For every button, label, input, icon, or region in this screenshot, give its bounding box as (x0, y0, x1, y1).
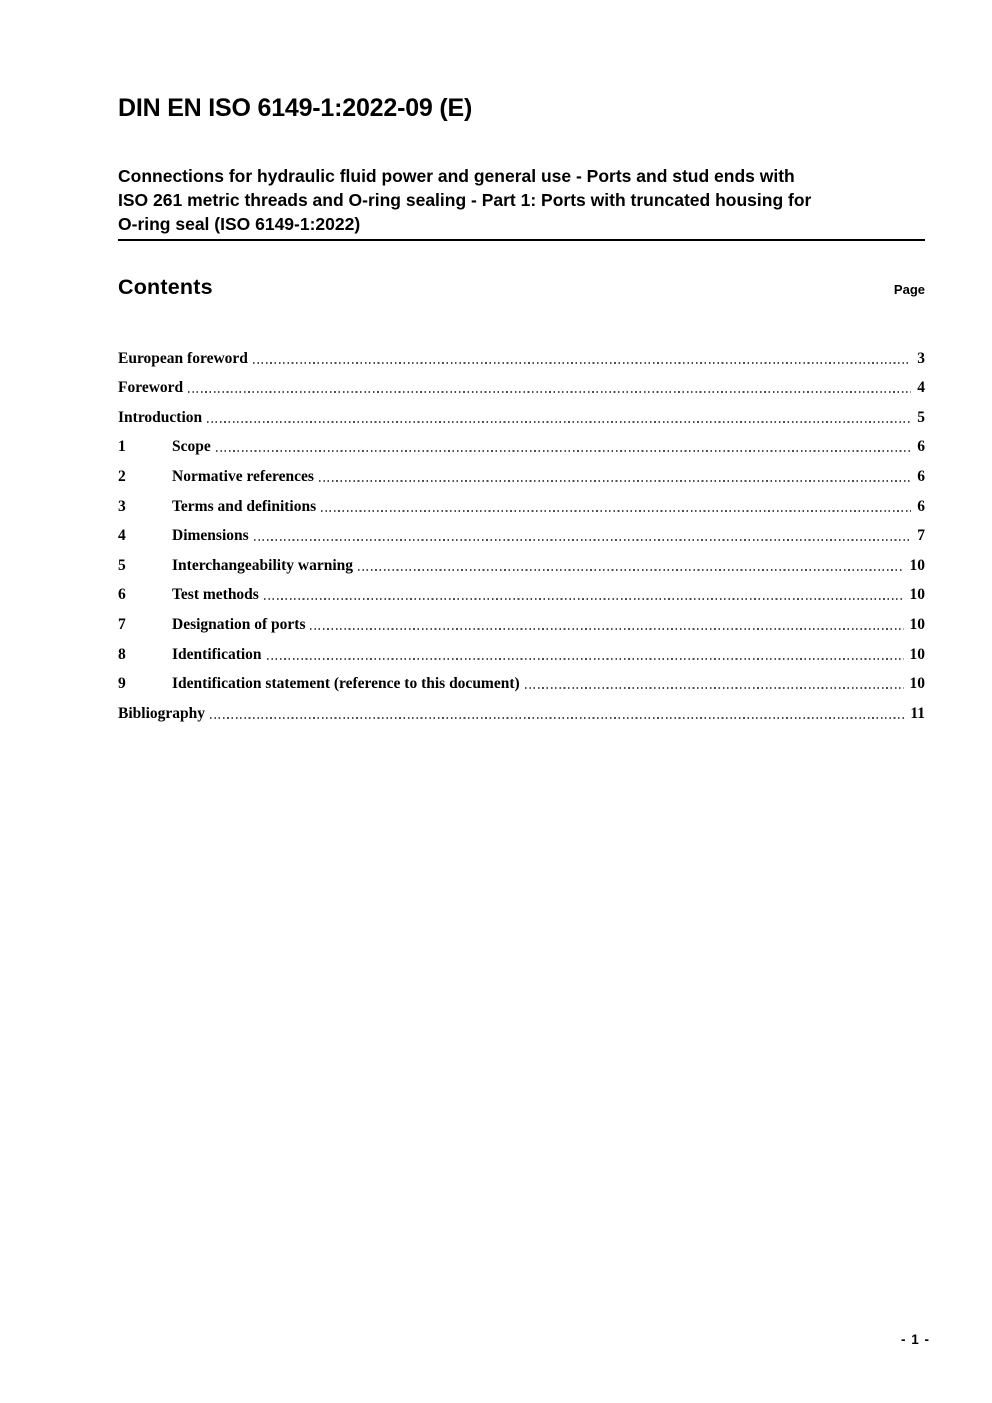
dot-leader (188, 391, 911, 393)
toc-entry[interactable] (118, 338, 925, 368)
toc-entry-page: 10 (909, 586, 925, 604)
document-title-line: ISO 261 metric threads and O-ring sealing - Part 1: Ports with truncated housing for (118, 190, 812, 210)
dot-leader (321, 510, 911, 512)
page-content (118, 0, 925, 723)
toc-entry-number: 2 (118, 467, 126, 485)
toc-entry[interactable] (118, 456, 925, 486)
dot-leader (267, 658, 904, 660)
dot-leader (207, 421, 911, 423)
toc-entry-number: 6 (118, 586, 126, 604)
toc-entry-number: 9 (118, 675, 126, 693)
dot-leader (525, 687, 904, 689)
document-code-heading: DIN EN ISO 6149-1:2022-09 (E) (118, 94, 473, 122)
toc-entry[interactable] (118, 486, 925, 516)
toc-entry[interactable] (118, 664, 925, 694)
toc-entry-page: 11 (910, 704, 925, 722)
toc-entry-page: 10 (909, 556, 925, 574)
dot-leader (210, 717, 904, 719)
toc-entry-page: 10 (909, 615, 925, 633)
toc-entry-page: 10 (909, 645, 925, 663)
toc-entry-page: 4 (917, 379, 925, 397)
toc-entry-title: Introduction (118, 408, 203, 426)
document-title (118, 164, 925, 236)
dot-leader (253, 362, 911, 364)
toc-entry-page: 5 (917, 408, 925, 426)
document-title-line: Connections for hydraulic fluid power and general use - Ports and stud ends with (118, 166, 795, 186)
dot-leader (254, 539, 912, 541)
toc-entry-title: Test methods (172, 586, 259, 604)
toc-entry[interactable] (118, 604, 925, 634)
page-column-label: Page (893, 282, 925, 297)
title-divider-rule (118, 239, 925, 241)
toc-entry-title: Foreword (118, 379, 184, 397)
toc-entry-title: Identification (172, 645, 262, 663)
toc-entry-title: Designation of ports (172, 615, 306, 633)
footer-page-number: - 1 - (900, 1332, 930, 1347)
contents-header-row (118, 274, 925, 300)
toc-entry[interactable] (118, 693, 925, 723)
toc-entry[interactable] (118, 575, 925, 605)
toc-entry-title: Scope (172, 438, 211, 456)
toc-entry-title: Dimensions (172, 527, 249, 545)
toc-entry[interactable] (118, 545, 925, 575)
dot-leader (319, 480, 911, 482)
toc-entry-page: 6 (917, 438, 925, 456)
table-of-contents (118, 338, 925, 723)
toc-entry-title: Terms and definitions (172, 497, 317, 515)
dot-leader (358, 569, 904, 571)
toc-entry-page: 7 (917, 527, 925, 545)
toc-entry-number: 5 (118, 556, 126, 574)
toc-entry-title: Interchangeability warning (172, 556, 353, 574)
toc-entry[interactable] (118, 516, 925, 546)
toc-entry-number: 8 (118, 645, 126, 663)
toc-entry-number: 7 (118, 615, 126, 633)
toc-entry-number: 3 (118, 497, 126, 515)
toc-entry-title: European foreword (118, 349, 248, 367)
toc-entry-page: 6 (917, 467, 925, 485)
toc-entry-number: 4 (118, 527, 126, 545)
toc-entry-page: 6 (917, 497, 925, 515)
toc-entry-page: 10 (909, 675, 925, 693)
toc-entry[interactable] (118, 368, 925, 398)
dot-leader (264, 598, 904, 600)
document-title-line: O-ring seal (ISO 6149-1:2022) (118, 214, 361, 234)
toc-entry[interactable] (118, 427, 925, 457)
toc-entry[interactable] (118, 397, 925, 427)
toc-entry-title: Identification statement (reference to this document) (172, 675, 520, 693)
toc-entry-title: Bibliography (118, 704, 205, 722)
toc-entry-page: 3 (917, 349, 925, 367)
dot-leader (216, 450, 912, 452)
contents-heading: Contents (118, 275, 213, 299)
dot-leader (310, 628, 903, 630)
toc-entry[interactable] (118, 634, 925, 664)
toc-entry-number: 1 (118, 438, 126, 456)
toc-entry-title: Normative references (172, 467, 314, 485)
